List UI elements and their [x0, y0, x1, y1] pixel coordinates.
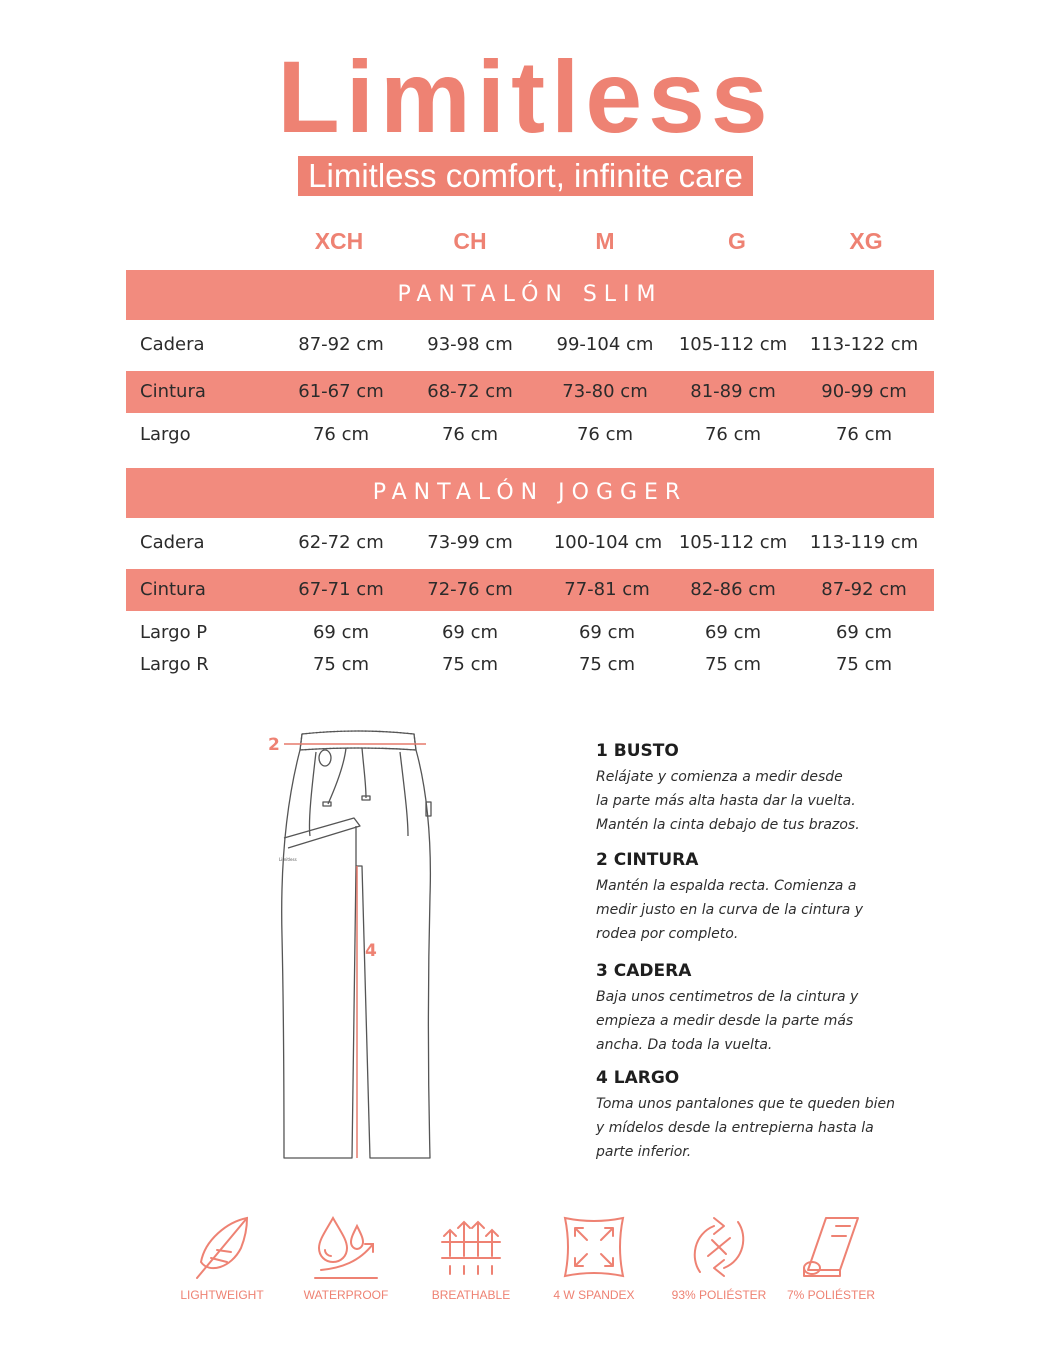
- instruction-line: y mídelos desde la entrepierna hasta la: [596, 1120, 874, 1136]
- instruction-line: rodea por completo.: [596, 926, 739, 942]
- instruction-line: la parte más alta hasta dar la vuelta.: [596, 793, 856, 809]
- row-label: Largo P: [140, 622, 208, 643]
- table-cell: 90-99 cm: [821, 381, 907, 402]
- stretch-square-icon: [559, 1212, 629, 1282]
- table-row: [126, 324, 934, 366]
- row-label: Cadera: [140, 334, 205, 355]
- table-cell: 69 cm: [835, 622, 893, 643]
- feature-waterproof: [281, 1212, 411, 1302]
- instruction-line: Mantén la cinta debajo de tus brazos.: [596, 817, 860, 833]
- table-row: [126, 644, 934, 686]
- table-cell: 73-99 cm: [427, 532, 513, 553]
- instruction-line: Relájate y comienza a medir desde: [596, 769, 843, 785]
- feature-label: 4 W SPANDEX: [553, 1288, 635, 1302]
- feature-label: WATERPROOF: [303, 1288, 389, 1302]
- table-cell: 76 cm: [312, 424, 370, 445]
- feature-poliester-7: [766, 1212, 896, 1302]
- feature-lightweight: [157, 1212, 287, 1302]
- instruction-line: parte inferior.: [596, 1144, 692, 1160]
- waist-marker: 2: [268, 735, 280, 755]
- table-cell: 75 cm: [578, 654, 636, 675]
- brand-logo: Limitless: [277, 40, 774, 154]
- row-label: Cintura: [140, 381, 206, 402]
- instruction-busto: [596, 741, 926, 837]
- table-cell: 99-104 cm: [556, 334, 654, 355]
- row-label: Largo R: [140, 654, 209, 675]
- instruction-title: 1 BUSTO: [596, 741, 679, 761]
- table-cell: 93-98 cm: [427, 334, 513, 355]
- feather-icon: [187, 1212, 257, 1282]
- size-label: XG: [849, 228, 883, 254]
- section-title-jogger: PANTALÓN JOGGER: [126, 468, 934, 518]
- length-marker: 4: [365, 941, 377, 961]
- table-cell: 75 cm: [704, 654, 762, 675]
- table-cell: 81-89 cm: [690, 381, 776, 402]
- instruction-line: Toma unos pantalones que te queden bien: [596, 1096, 896, 1112]
- table-cell: 76 cm: [576, 424, 634, 445]
- table-cell: 61-67 cm: [298, 381, 384, 402]
- table-cell: 75 cm: [441, 654, 499, 675]
- table-cell: 69 cm: [441, 622, 499, 643]
- row-label: Cadera: [140, 532, 205, 553]
- instruction-title: 4 LARGO: [596, 1068, 680, 1088]
- instruction-cintura: [596, 850, 926, 946]
- instruction-line: Baja unos centimetros de la cintura y: [596, 989, 859, 1005]
- table-cell: 69 cm: [704, 622, 762, 643]
- section-title-slim: PANTALÓN SLIM: [126, 270, 934, 320]
- breathable-arrows-icon: [436, 1212, 506, 1282]
- table-cell: 75 cm: [312, 654, 370, 675]
- instruction-title: 2 CINTURA: [596, 850, 699, 870]
- table-row: [126, 371, 934, 413]
- instruction-largo: [596, 1068, 926, 1164]
- size-label: M: [595, 228, 615, 254]
- size-label: G: [728, 228, 746, 254]
- table-cell: 62-72 cm: [298, 532, 384, 553]
- table-cell: 68-72 cm: [427, 381, 513, 402]
- feature-breathable: [406, 1212, 536, 1302]
- instruction-line: ancha. Da toda la vuelta.: [596, 1037, 773, 1053]
- fabric-roll-icon: [796, 1212, 866, 1282]
- table-row: [126, 569, 934, 611]
- feature-label: 93% POLIÉSTER: [671, 1288, 767, 1302]
- row-label: Cintura: [140, 579, 206, 600]
- feature-spandex: [529, 1212, 659, 1302]
- table-cell: 87-92 cm: [821, 579, 907, 600]
- instruction-line: medir justo en la curva de la cintura y: [596, 902, 864, 918]
- table-cell: 72-76 cm: [427, 579, 513, 600]
- pants-diagram: [258, 726, 458, 1171]
- table-cell: 113-122 cm: [809, 334, 919, 355]
- table-row: [126, 522, 934, 564]
- table-cell: 77-81 cm: [564, 579, 650, 600]
- table-cell: 87-92 cm: [298, 334, 384, 355]
- table-cell: 100-104 cm: [553, 532, 663, 553]
- table-cell: 105-112 cm: [678, 532, 788, 553]
- table-cell: 69 cm: [578, 622, 636, 643]
- recycle-arrows-icon: [684, 1212, 754, 1282]
- table-row: [126, 414, 934, 456]
- table-cell: 75 cm: [835, 654, 893, 675]
- table-cell: 69 cm: [312, 622, 370, 643]
- row-label: Largo: [140, 424, 191, 445]
- table-cell: 82-86 cm: [690, 579, 776, 600]
- feature-label: 7% POLIÉSTER: [786, 1288, 876, 1302]
- size-label: XCH: [314, 228, 364, 254]
- instruction-line: Mantén la espalda recta. Comienza a: [596, 878, 857, 894]
- feature-label: LIGHTWEIGHT: [180, 1288, 264, 1302]
- feature-poliester-93: [654, 1212, 784, 1302]
- tagline: Limitless comfort, infinite care: [298, 156, 753, 196]
- feature-label: BREATHABLE: [431, 1288, 511, 1302]
- table-cell: 73-80 cm: [562, 381, 648, 402]
- water-drops-icon: [311, 1212, 381, 1282]
- table-cell: 76 cm: [835, 424, 893, 445]
- table-cell: 67-71 cm: [298, 579, 384, 600]
- garment-tag: Limitless: [279, 857, 297, 862]
- instruction-line: empieza a medir desde la parte más: [596, 1013, 854, 1029]
- table-cell: 105-112 cm: [678, 334, 788, 355]
- instruction-cadera: [596, 961, 926, 1057]
- table-cell: 76 cm: [441, 424, 499, 445]
- size-label: CH: [453, 228, 487, 254]
- size-header: [0, 228, 1051, 260]
- instruction-title: 3 CADERA: [596, 961, 692, 981]
- table-cell: 76 cm: [704, 424, 762, 445]
- table-cell: 113-119 cm: [809, 532, 919, 553]
